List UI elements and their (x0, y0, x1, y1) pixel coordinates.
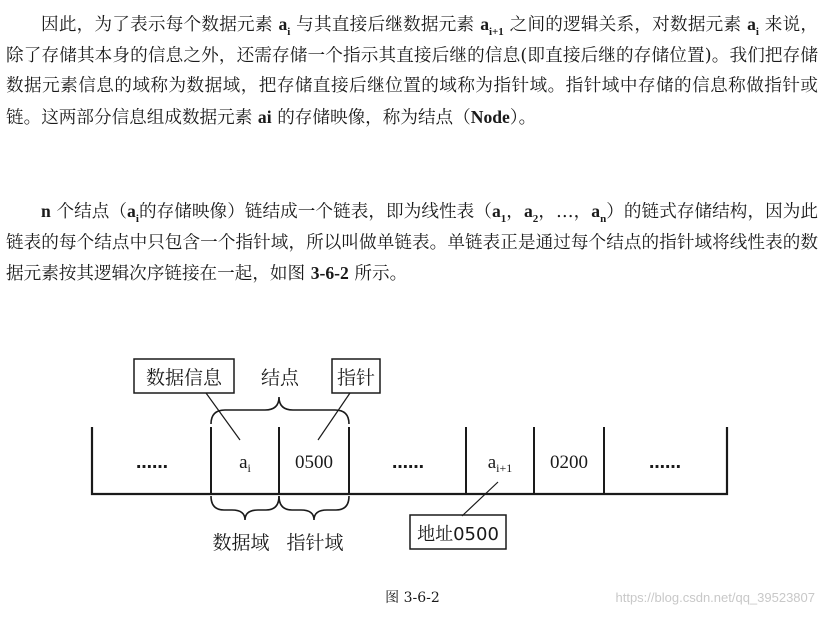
data-field-brace (211, 496, 279, 520)
paragraph-2: n 个结点（$a_i$的存储映像）链结成一个链表，即为线性表（$a_1$，$a_2$，…，$a_n$）的链式存储结构，因为此链表的每个结点中只包含一个指针域，所以叫做单链表。单链表正是通过每个结点的指针域将线性表的数据元素按其逻辑次序链接在一起，如图 3-6-2 所示。 (6, 201, 818, 285)
address-label: 地址0500 (417, 524, 499, 545)
pointer-field-brace (279, 496, 349, 520)
cell-dots-mid: …… (392, 453, 424, 472)
node-label: 结点 (260, 367, 300, 389)
node-brace-top (211, 397, 349, 424)
cell-pointer-0500: 0500 (295, 452, 333, 473)
figure-caption: 图 3-6-2 (385, 590, 440, 606)
paragraph-1: 因此，为了表示每个数据元素 $a_i$ 与其直接后继数据元素 $a_{i+1}$ 之间的逻辑关系，对数据元素 $a_i$ 来说，除了存储其本身的信息之外，还需存储一个指示其直接后继的信息(即直接后继的存储位置)。我们把存储数据元素信息的域称为数据域，把存储直接后继位置的域称为指针域。指针域中存储的信息称做指针或链。这两部分信息组成数据元素 ai 的存储映像，称为结点（Node）。 (6, 14, 819, 128)
cell-ai: $a_i$ (239, 452, 251, 475)
pointer-field-label: 指针域 (286, 532, 344, 554)
cell-ai-plus-1: $a_{i+1}$ (487, 452, 513, 475)
data-info-label: 数据信息 (145, 367, 223, 389)
data-field-label: 数据域 (212, 532, 270, 554)
address-leader (462, 482, 498, 516)
linked-list-figure (0, 340, 825, 580)
cell-dots-right: …… (649, 453, 681, 472)
watermark: https://blog.csdn.net/qq_39523807 (615, 590, 815, 605)
cell-dots-left: …… (136, 453, 168, 472)
pointer-leader (318, 393, 350, 440)
cell-pointer-0200: 0200 (550, 452, 588, 473)
pointer-label: 指针 (336, 367, 376, 389)
